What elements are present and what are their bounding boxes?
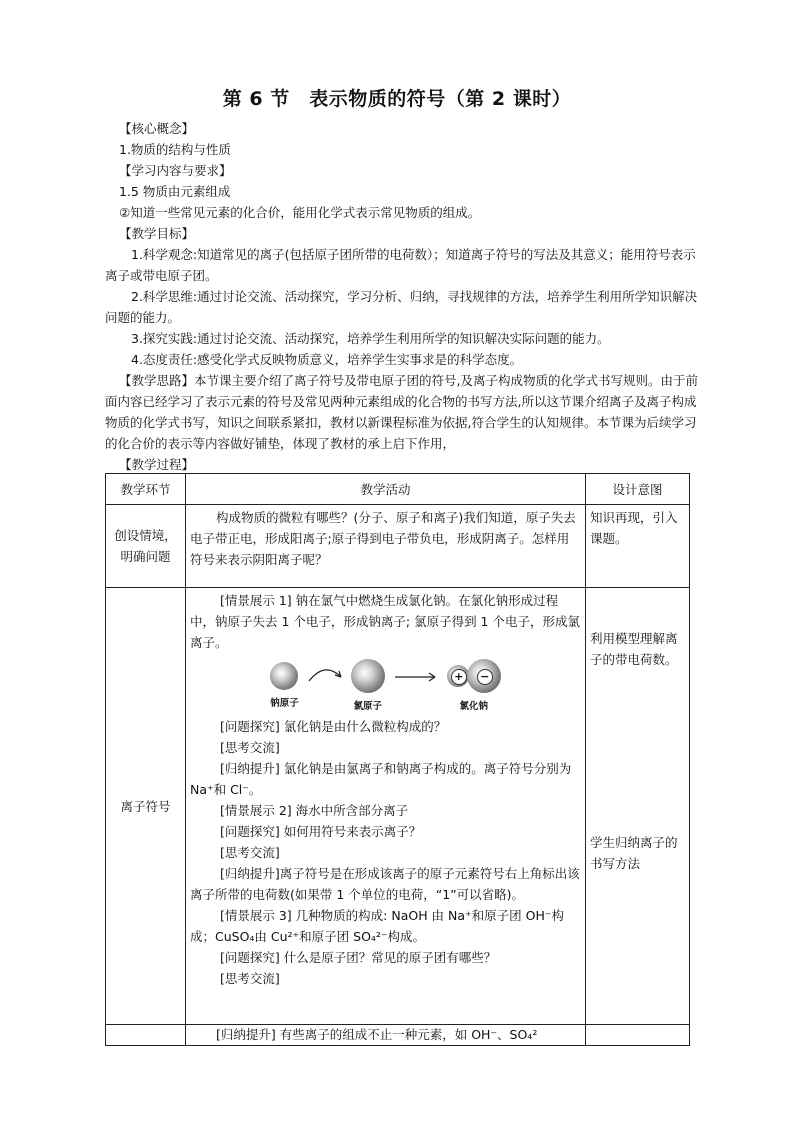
summary-2: [归纳提升]离子符号是在形成该离子的原子元素符号右上角标出该离子所带的电荷数(如果带 1 个单位的电荷，“1”可以省略)。	[190, 866, 580, 902]
table-header-row	[106, 474, 690, 505]
header-stage: 教学环节	[106, 474, 186, 505]
discussion-2: [思考交流]	[220, 845, 280, 860]
nacl-ions	[447, 659, 501, 712]
plus-sign: +	[451, 669, 467, 685]
stage-cell: 离子符号	[106, 588, 186, 1025]
scene-2: [情景展示 2] 海水中所含部分离子	[220, 803, 409, 818]
header-intent: 设计意图	[586, 474, 690, 505]
sodium-atom-label: 钠原子	[270, 698, 299, 709]
goals-heading: 【教学目标】	[119, 226, 195, 241]
question-3: [问题探究] 什么是原子团？常见的原子团有哪些？	[220, 950, 497, 965]
table-row	[106, 505, 690, 588]
goal-2: 2.科学思维:通过讨论交流、活动探究，学习分析、归纳，寻找规律的方法，培养学生利用所学知识解决问题的能力。	[105, 289, 698, 325]
core-heading: 【核心概念】	[119, 121, 195, 136]
process-heading: 【教学过程】	[119, 457, 195, 472]
intent-cell	[586, 588, 690, 1025]
page-title: 第 6 节 表示物质的符号（第 2 课时）	[222, 88, 572, 110]
chlorine-atom	[351, 659, 385, 712]
reaction-arrow	[391, 661, 441, 691]
sodium-ion-ball	[447, 665, 469, 687]
content-item-1: 1.5 物质由元素组成	[119, 184, 231, 199]
discussion-3: [思考交流]	[220, 971, 280, 986]
stage-cell	[106, 1025, 186, 1046]
stage-cell: 创设情境，明确问题	[106, 505, 186, 588]
teaching-process-table	[105, 473, 690, 1046]
question-2: [问题探究] 如何用符号来表示离子？	[220, 824, 422, 839]
nacl-label: 氯化钠	[459, 701, 488, 712]
content-heading: 【学习内容与要求】	[119, 163, 232, 178]
summary-1: [归纳提升] 氯化钠是由氯离子和钠离子构成的。离子符号分别为 Na⁺和 Cl⁻。	[190, 761, 572, 797]
electron-transfer-arrow	[305, 661, 345, 691]
intro-section	[105, 118, 705, 475]
chloride-ion-ball	[467, 659, 501, 693]
intent-cell	[586, 1025, 690, 1046]
chlorine-atom-ball	[351, 659, 385, 693]
sodium-atom	[270, 659, 299, 709]
header-activity: 教学活动	[186, 474, 586, 505]
goal-1: 1.科学观念:知道常见的离子(包括原子团所带的电荷数）；知道离子符号的写法及其意义；能用符号表示离子或带电原子团。	[105, 247, 696, 283]
table-row	[106, 1025, 690, 1046]
question-1: [问题探究] 氯化钠是由什么微粒构成的？	[220, 719, 447, 734]
intent-1: 利用模型理解离子的带电荷数。	[590, 631, 678, 667]
table-row	[106, 588, 690, 1025]
discussion-1: [思考交流]	[220, 740, 280, 755]
intent-cell: 知识再现，引入课题。	[586, 505, 690, 588]
activity-cell: [归纳提升] 有些离子的组成不止一种元素，如 OH⁻、SO₄²	[186, 1025, 586, 1046]
goal-3: 3.探究实践:通过讨论交流、活动探究，培养学生利用所学的知识解决实际问题的能力。	[131, 331, 610, 346]
scene-3: [情景展示 3] 几种物质的构成: NaOH 由 Na⁺和原子团 OH⁻构成；CuSO₄由 Cu²⁺和原子团 SO₄²⁻构成。	[190, 908, 564, 944]
chlorine-atom-label: 氯原子	[353, 701, 382, 712]
content-item-2: ②知道一些常见元素的化合价，能用化学式表示常见物质的组成。	[119, 205, 481, 220]
activity-cell	[186, 588, 586, 1025]
goal-4: 4.态度责任:感受化学式反映物质意义，培养学生实事求是的科学态度。	[131, 352, 523, 367]
minus-sign: −	[477, 669, 493, 685]
scene-1: [情景展示 1] 钠在氯气中燃烧生成氯化钠。在氯化钠形成过程中，钠原子失去 1 个电子，形成钠离子; 氯原子得到 1 个电子，形成氯离子。	[190, 593, 580, 650]
activity-cell: 构成物质的微粒有哪些？(分子、原子和离子)我们知道，原子失去电子带正电，形成阳离子;原子得到电子带负电，形成阴离子。怎样用符号来表示阴阳离子呢？	[186, 505, 586, 588]
core-item: 1.物质的结构与性质	[119, 142, 231, 157]
nacl-formation-diagram	[190, 659, 581, 712]
intent-2: 学生归纳离子的书写方法	[590, 835, 678, 871]
sodium-atom-ball	[270, 662, 298, 690]
teaching-idea: 【教学思路】本节课主要介绍了离子符号及带电原子团的符号,及离子构成物质的化学式书写规则。由于前面内容已经学习了表示元素的符号及常见两种元素组成的化合物的书写方法,所以这节课介绍离子及离子构成物质的化学式书写，知识之间联系紧扣，教材以新课程标准为依据,符合学生的认知规律。本节课为后续学习的化合价的表示等内容做好铺垫，体现了教材的承上启下作用，	[105, 373, 698, 451]
